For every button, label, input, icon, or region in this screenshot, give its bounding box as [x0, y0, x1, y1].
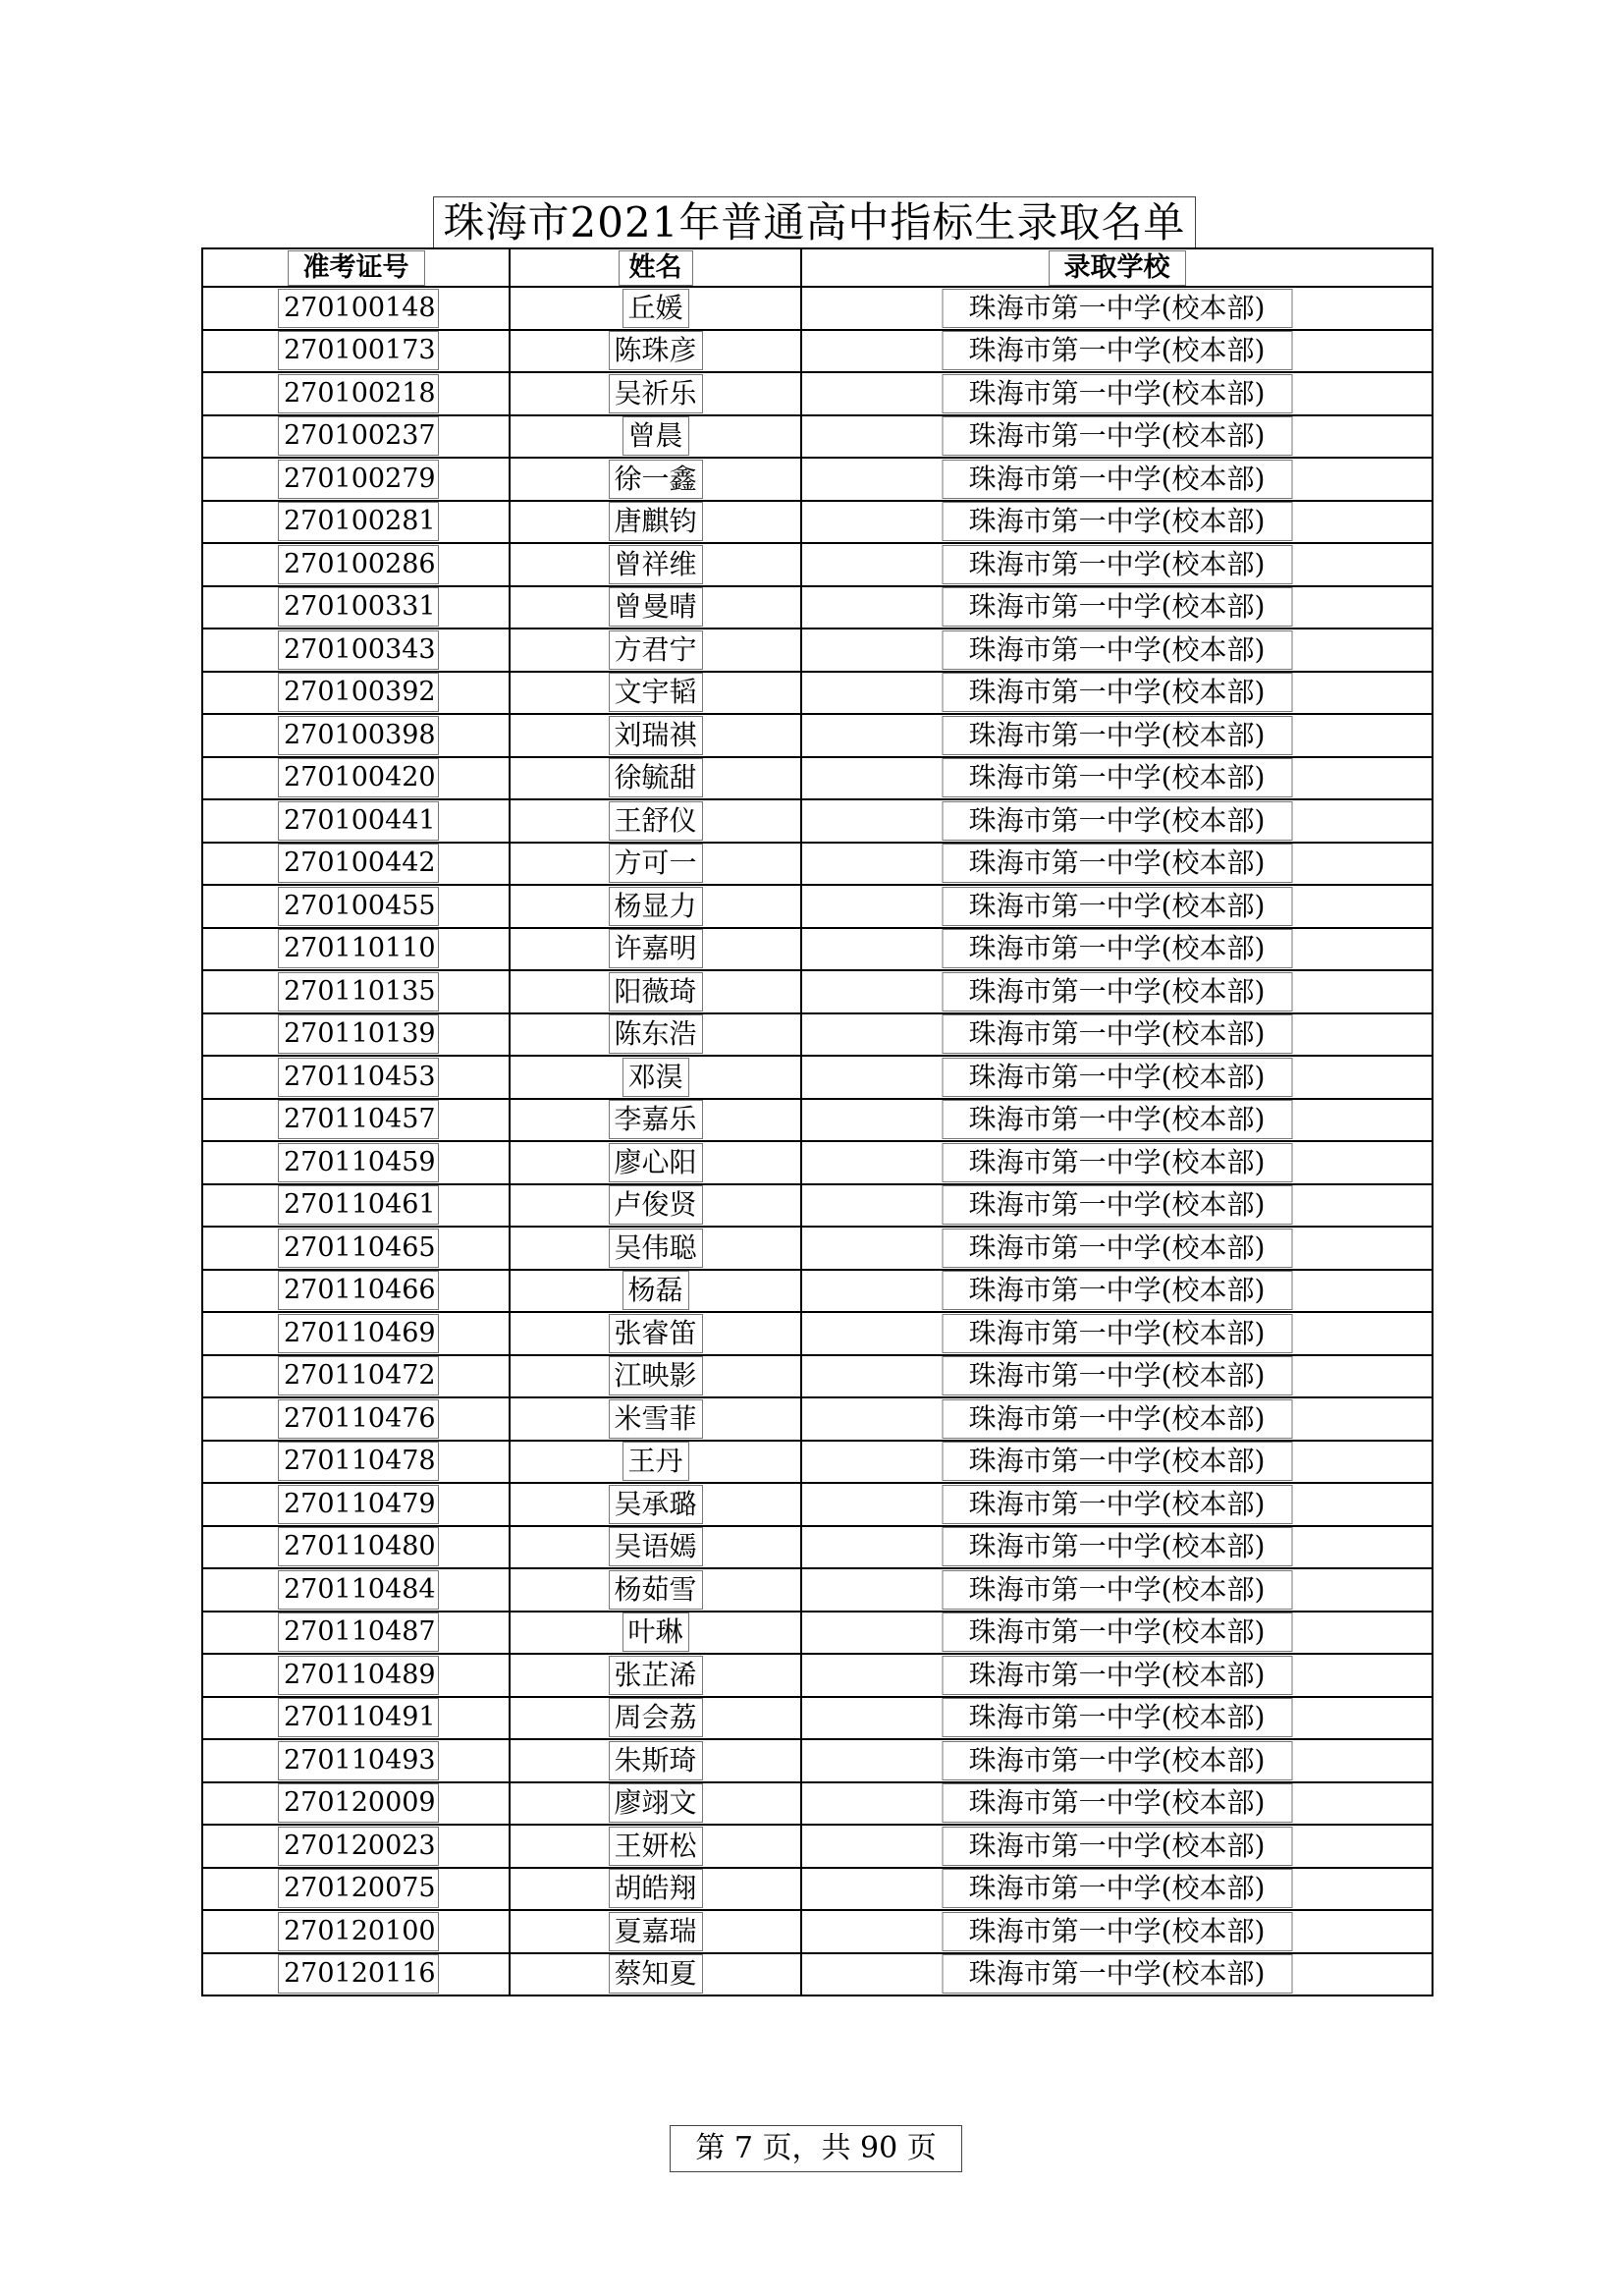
- table-row: [202, 543, 1433, 586]
- cell-name: [510, 928, 801, 971]
- cell-exam-id: [202, 1825, 510, 1868]
- cell-name: [510, 1825, 801, 1868]
- cell-name: [510, 672, 801, 715]
- cell-name: [510, 1441, 801, 1484]
- admitted-school: 珠海市第一中学(校本部): [942, 1100, 1292, 1139]
- admitted-school: 珠海市第一中学(校本部): [942, 1570, 1292, 1610]
- header-exam-id-label: 准考证号: [288, 250, 425, 286]
- table-row: [202, 287, 1433, 330]
- student-name: 蔡知夏: [608, 1954, 702, 1994]
- admitted-school: 珠海市第一中学(校本部): [942, 1356, 1292, 1395]
- header-name: [510, 248, 801, 287]
- cell-school: [801, 415, 1433, 459]
- cell-school: [801, 1568, 1433, 1612]
- table-row: [202, 970, 1433, 1013]
- exam-id: 270100237: [278, 416, 439, 456]
- cell-school: [801, 672, 1433, 715]
- student-name: 夏嘉瑞: [608, 1912, 702, 1951]
- cell-exam-id: [202, 970, 510, 1013]
- table-row: [202, 1910, 1433, 1953]
- table-row: [202, 714, 1433, 757]
- student-name: 江映影: [608, 1356, 702, 1395]
- cell-name: [510, 1355, 801, 1398]
- admitted-school: 珠海市第一中学(校本部): [942, 1698, 1292, 1737]
- table-row: [202, 1739, 1433, 1782]
- exam-id: 270110469: [278, 1314, 439, 1353]
- table-row: [202, 1312, 1433, 1355]
- exam-id: 270100218: [278, 374, 439, 413]
- cell-exam-id: [202, 1526, 510, 1569]
- exam-id: 270110135: [278, 972, 439, 1011]
- cell-name: [510, 714, 801, 757]
- cell-exam-id: [202, 1782, 510, 1826]
- cell-name: [510, 1526, 801, 1569]
- cell-exam-id: [202, 1184, 510, 1228]
- cell-exam-id: [202, 1868, 510, 1911]
- table-row: [202, 1270, 1433, 1313]
- cell-exam-id: [202, 1013, 510, 1057]
- table-row: [202, 586, 1433, 629]
- exam-id: 270110478: [278, 1442, 439, 1481]
- cell-name: [510, 1141, 801, 1184]
- cell-exam-id: [202, 330, 510, 373]
- exam-id: 270100173: [278, 331, 439, 370]
- cell-name: [510, 1782, 801, 1826]
- table-row: [202, 1441, 1433, 1484]
- exam-id: 270100398: [278, 716, 439, 755]
- student-name: 徐毓甜: [608, 758, 702, 797]
- page-title: 珠海市2021年普通高中指标生录取名单: [433, 196, 1196, 249]
- cell-school: [801, 1056, 1433, 1099]
- admitted-school: 珠海市第一中学(校本部): [942, 1314, 1292, 1353]
- admitted-school: 珠海市第一中学(校本部): [942, 416, 1292, 456]
- exam-id: 270110457: [278, 1100, 439, 1139]
- cell-exam-id: [202, 458, 510, 501]
- cell-exam-id: [202, 1654, 510, 1697]
- student-name: 张睿笛: [608, 1314, 702, 1353]
- cell-name: [510, 1312, 801, 1355]
- cell-exam-id: [202, 372, 510, 415]
- student-name: 周会荔: [608, 1698, 702, 1737]
- student-name: 曾晨: [622, 416, 688, 456]
- cell-exam-id: [202, 1953, 510, 1996]
- cell-name: [510, 1739, 801, 1782]
- admitted-school: 珠海市第一中学(校本部): [942, 1741, 1292, 1780]
- cell-school: [801, 970, 1433, 1013]
- cell-name: [510, 799, 801, 843]
- student-name: 叶琳: [622, 1613, 688, 1652]
- admitted-school: 珠海市第一中学(校本部): [942, 1058, 1292, 1097]
- exam-id: 270110476: [278, 1399, 439, 1439]
- admitted-school: 珠海市第一中学(校本部): [942, 1485, 1292, 1524]
- cell-exam-id: [202, 501, 510, 544]
- exam-id: 270100281: [278, 502, 439, 541]
- admitted-school: 珠海市第一中学(校本部): [942, 929, 1292, 968]
- admitted-school: 珠海市第一中学(校本部): [942, 1827, 1292, 1866]
- exam-id: 270100279: [278, 460, 439, 499]
- cell-exam-id: [202, 415, 510, 459]
- exam-id: 270100441: [278, 801, 439, 841]
- exam-id: 270100286: [278, 545, 439, 584]
- cell-school: [801, 1910, 1433, 1953]
- exam-id: 270120100: [278, 1912, 439, 1951]
- cell-exam-id: [202, 1739, 510, 1782]
- admitted-school: 珠海市第一中学(校本部): [942, 844, 1292, 883]
- cell-school: [801, 885, 1433, 928]
- cell-exam-id: [202, 1141, 510, 1184]
- cell-exam-id: [202, 1099, 510, 1142]
- student-name: 文宇韬: [608, 673, 702, 712]
- cell-name: [510, 543, 801, 586]
- student-name: 刘瑞祺: [608, 716, 702, 755]
- cell-name: [510, 501, 801, 544]
- cell-school: [801, 1184, 1433, 1228]
- student-name: 方君宁: [608, 630, 702, 670]
- cell-name: [510, 586, 801, 629]
- cell-school: [801, 1868, 1433, 1911]
- cell-name: [510, 1697, 801, 1740]
- header-exam-id: [202, 248, 510, 287]
- table-row: [202, 1612, 1433, 1655]
- cell-exam-id: [202, 629, 510, 672]
- cell-name: [510, 1227, 801, 1270]
- student-name: 杨茹雪: [608, 1570, 702, 1610]
- table-row: [202, 928, 1433, 971]
- table-row: [202, 1141, 1433, 1184]
- cell-exam-id: [202, 1397, 510, 1441]
- cell-exam-id: [202, 843, 510, 886]
- exam-id: 270110493: [278, 1741, 439, 1780]
- exam-id: 270120023: [278, 1827, 439, 1866]
- exam-id: 270110466: [278, 1271, 439, 1310]
- cell-exam-id: [202, 1697, 510, 1740]
- exam-id: 270110479: [278, 1485, 439, 1524]
- cell-exam-id: [202, 1910, 510, 1953]
- student-name: 米雪菲: [608, 1399, 702, 1439]
- student-name: 唐麒钧: [608, 502, 702, 541]
- cell-name: [510, 372, 801, 415]
- table-header-row: [202, 248, 1433, 287]
- exam-id: 270110465: [278, 1229, 439, 1268]
- cell-school: [801, 757, 1433, 800]
- cell-school: [801, 330, 1433, 373]
- cell-name: [510, 1056, 801, 1099]
- table-row: [202, 458, 1433, 501]
- student-name: 吴承璐: [608, 1485, 702, 1524]
- cell-school: [801, 586, 1433, 629]
- cell-name: [510, 458, 801, 501]
- admitted-school: 珠海市第一中学(校本部): [942, 1954, 1292, 1994]
- cell-school: [801, 1953, 1433, 1996]
- admitted-school: 珠海市第一中学(校本部): [942, 972, 1292, 1011]
- cell-school: [801, 1697, 1433, 1740]
- admitted-school: 珠海市第一中学(校本部): [942, 289, 1292, 328]
- table-row: [202, 1099, 1433, 1142]
- cell-name: [510, 1612, 801, 1655]
- cell-school: [801, 1013, 1433, 1057]
- student-name: 朱斯琦: [608, 1741, 702, 1780]
- student-name: 曾曼晴: [608, 587, 702, 627]
- exam-id: 270100420: [278, 758, 439, 797]
- table-row: [202, 799, 1433, 843]
- table-row: [202, 1397, 1433, 1441]
- cell-name: [510, 415, 801, 459]
- admitted-school: 珠海市第一中学(校本部): [942, 1613, 1292, 1652]
- student-name: 杨磊: [622, 1271, 688, 1310]
- cell-name: [510, 1397, 801, 1441]
- student-name: 王妍松: [608, 1827, 702, 1866]
- student-name: 张芷浠: [608, 1656, 702, 1695]
- student-name: 廖心阳: [608, 1143, 702, 1182]
- admitted-school: 珠海市第一中学(校本部): [942, 1014, 1292, 1054]
- admission-table: [201, 247, 1434, 1996]
- student-name: 许嘉明: [608, 929, 702, 968]
- cell-name: [510, 757, 801, 800]
- cell-name: [510, 1270, 801, 1313]
- table-row: [202, 1825, 1433, 1868]
- exam-id: 270100343: [278, 630, 439, 670]
- admitted-school: 珠海市第一中学(校本部): [942, 801, 1292, 841]
- exam-id: 270110139: [278, 1014, 439, 1054]
- exam-id: 270110461: [278, 1185, 439, 1225]
- exam-id: 270100148: [278, 289, 439, 328]
- cell-school: [801, 1739, 1433, 1782]
- admitted-school: 珠海市第一中学(校本部): [942, 331, 1292, 370]
- admitted-school: 珠海市第一中学(校本部): [942, 1143, 1292, 1182]
- admitted-school: 珠海市第一中学(校本部): [942, 1783, 1292, 1823]
- cell-exam-id: [202, 799, 510, 843]
- student-name: 邓淏: [622, 1058, 688, 1097]
- exam-id: 270100455: [278, 887, 439, 926]
- cell-school: [801, 843, 1433, 886]
- admitted-school: 珠海市第一中学(校本部): [942, 460, 1292, 499]
- student-name: 阳薇琦: [608, 972, 702, 1011]
- cell-exam-id: [202, 586, 510, 629]
- cell-school: [801, 1612, 1433, 1655]
- cell-exam-id: [202, 757, 510, 800]
- cell-name: [510, 330, 801, 373]
- table-row: [202, 1355, 1433, 1398]
- exam-id: 270110487: [278, 1613, 439, 1652]
- cell-name: [510, 629, 801, 672]
- cell-name: [510, 843, 801, 886]
- table-row: [202, 330, 1433, 373]
- student-name: 廖翊文: [608, 1783, 702, 1823]
- table-row: [202, 843, 1433, 886]
- table-row: [202, 1056, 1433, 1099]
- student-name: 陈东浩: [608, 1014, 702, 1054]
- admitted-school: 珠海市第一中学(校本部): [942, 630, 1292, 670]
- table-row: [202, 1782, 1433, 1826]
- cell-school: [801, 1654, 1433, 1697]
- table-row: [202, 1568, 1433, 1612]
- student-name: 吴语嫣: [608, 1527, 702, 1566]
- student-name: 王舒仪: [608, 801, 702, 841]
- admitted-school: 珠海市第一中学(校本部): [942, 502, 1292, 541]
- table-row: [202, 1184, 1433, 1228]
- student-name: 徐一鑫: [608, 460, 702, 499]
- exam-id: 270110472: [278, 1356, 439, 1395]
- cell-school: [801, 1227, 1433, 1270]
- admitted-school: 珠海市第一中学(校本部): [942, 887, 1292, 926]
- cell-school: [801, 714, 1433, 757]
- header-school-label: 录取学校: [1049, 250, 1186, 286]
- exam-id: 270120116: [278, 1954, 439, 1994]
- student-name: 王丹: [622, 1442, 688, 1481]
- cell-exam-id: [202, 1227, 510, 1270]
- cell-name: [510, 970, 801, 1013]
- cell-school: [801, 799, 1433, 843]
- student-name: 丘媛: [622, 289, 688, 328]
- table-row: [202, 1868, 1433, 1911]
- admitted-school: 珠海市第一中学(校本部): [942, 1229, 1292, 1268]
- table-row: [202, 672, 1433, 715]
- header-name-label: 姓名: [619, 250, 693, 286]
- cell-school: [801, 1397, 1433, 1441]
- table-row: [202, 415, 1433, 459]
- cell-school: [801, 928, 1433, 971]
- student-name: 曾祥维: [608, 545, 702, 584]
- exam-id: 270110491: [278, 1698, 439, 1737]
- admitted-school: 珠海市第一中学(校本部): [942, 758, 1292, 797]
- table-row: [202, 501, 1433, 544]
- student-name: 李嘉乐: [608, 1100, 702, 1139]
- cell-name: [510, 287, 801, 330]
- exam-id: 270120075: [278, 1869, 439, 1908]
- cell-exam-id: [202, 1483, 510, 1526]
- table-row: [202, 1526, 1433, 1569]
- admitted-school: 珠海市第一中学(校本部): [942, 545, 1292, 584]
- cell-exam-id: [202, 1441, 510, 1484]
- admitted-school: 珠海市第一中学(校本部): [942, 1442, 1292, 1481]
- cell-school: [801, 1526, 1433, 1569]
- cell-school: [801, 1141, 1433, 1184]
- table-row: [202, 1697, 1433, 1740]
- cell-school: [801, 629, 1433, 672]
- table-body: [202, 287, 1433, 1995]
- exam-id: 270100392: [278, 673, 439, 712]
- admitted-school: 珠海市第一中学(校本部): [942, 1185, 1292, 1225]
- cell-exam-id: [202, 1312, 510, 1355]
- cell-school: [801, 501, 1433, 544]
- header-school: [801, 248, 1433, 287]
- admitted-school: 珠海市第一中学(校本部): [942, 673, 1292, 712]
- exam-id: 270110489: [278, 1656, 439, 1695]
- admitted-school: 珠海市第一中学(校本部): [942, 1869, 1292, 1908]
- cell-exam-id: [202, 1612, 510, 1655]
- table-row: [202, 757, 1433, 800]
- cell-school: [801, 1270, 1433, 1313]
- admitted-school: 珠海市第一中学(校本部): [942, 1527, 1292, 1566]
- cell-exam-id: [202, 543, 510, 586]
- cell-exam-id: [202, 1568, 510, 1612]
- cell-name: [510, 1868, 801, 1911]
- student-name: 卢俊贤: [608, 1185, 702, 1225]
- cell-school: [801, 287, 1433, 330]
- cell-exam-id: [202, 885, 510, 928]
- exam-id: 270110484: [278, 1570, 439, 1610]
- cell-name: [510, 885, 801, 928]
- cell-name: [510, 1483, 801, 1526]
- cell-school: [801, 543, 1433, 586]
- table-row: [202, 629, 1433, 672]
- admitted-school: 珠海市第一中学(校本部): [942, 1399, 1292, 1439]
- cell-school: [801, 1355, 1433, 1398]
- student-name: 陈珠彦: [608, 331, 702, 370]
- admitted-school: 珠海市第一中学(校本部): [942, 1271, 1292, 1310]
- table-row: [202, 372, 1433, 415]
- cell-school: [801, 458, 1433, 501]
- exam-id: 270110110: [278, 929, 439, 968]
- cell-school: [801, 1099, 1433, 1142]
- cell-school: [801, 1441, 1433, 1484]
- student-name: 方可一: [608, 844, 702, 883]
- student-name: 胡皓翔: [608, 1869, 702, 1908]
- cell-school: [801, 1483, 1433, 1526]
- table-row: [202, 885, 1433, 928]
- exam-id: 270120009: [278, 1783, 439, 1823]
- table-row: [202, 1227, 1433, 1270]
- exam-id: 270110480: [278, 1527, 439, 1566]
- cell-name: [510, 1013, 801, 1057]
- cell-exam-id: [202, 1056, 510, 1099]
- admitted-school: 珠海市第一中学(校本部): [942, 374, 1292, 413]
- student-name: 吴伟聪: [608, 1229, 702, 1268]
- cell-school: [801, 1312, 1433, 1355]
- admitted-school: 珠海市第一中学(校本部): [942, 587, 1292, 627]
- cell-name: [510, 1953, 801, 1996]
- table-row: [202, 1483, 1433, 1526]
- admitted-school: 珠海市第一中学(校本部): [942, 716, 1292, 755]
- exam-id: 270110453: [278, 1058, 439, 1097]
- cell-school: [801, 372, 1433, 415]
- cell-exam-id: [202, 672, 510, 715]
- table-row: [202, 1654, 1433, 1697]
- cell-exam-id: [202, 1355, 510, 1398]
- cell-exam-id: [202, 928, 510, 971]
- cell-exam-id: [202, 714, 510, 757]
- cell-school: [801, 1782, 1433, 1826]
- admitted-school: 珠海市第一中学(校本部): [942, 1656, 1292, 1695]
- cell-name: [510, 1910, 801, 1953]
- student-name: 吴祈乐: [608, 374, 702, 413]
- student-name: 杨显力: [608, 887, 702, 926]
- page-number: 第 7 页，共 90 页: [670, 2125, 962, 2172]
- cell-exam-id: [202, 287, 510, 330]
- table-row: [202, 1013, 1433, 1057]
- exam-id: 270110459: [278, 1143, 439, 1182]
- table-row: [202, 1953, 1433, 1996]
- cell-exam-id: [202, 1270, 510, 1313]
- exam-id: 270100442: [278, 844, 439, 883]
- cell-name: [510, 1099, 801, 1142]
- cell-name: [510, 1184, 801, 1228]
- cell-school: [801, 1825, 1433, 1868]
- cell-name: [510, 1568, 801, 1612]
- exam-id: 270100331: [278, 587, 439, 627]
- admitted-school: 珠海市第一中学(校本部): [942, 1912, 1292, 1951]
- cell-name: [510, 1654, 801, 1697]
